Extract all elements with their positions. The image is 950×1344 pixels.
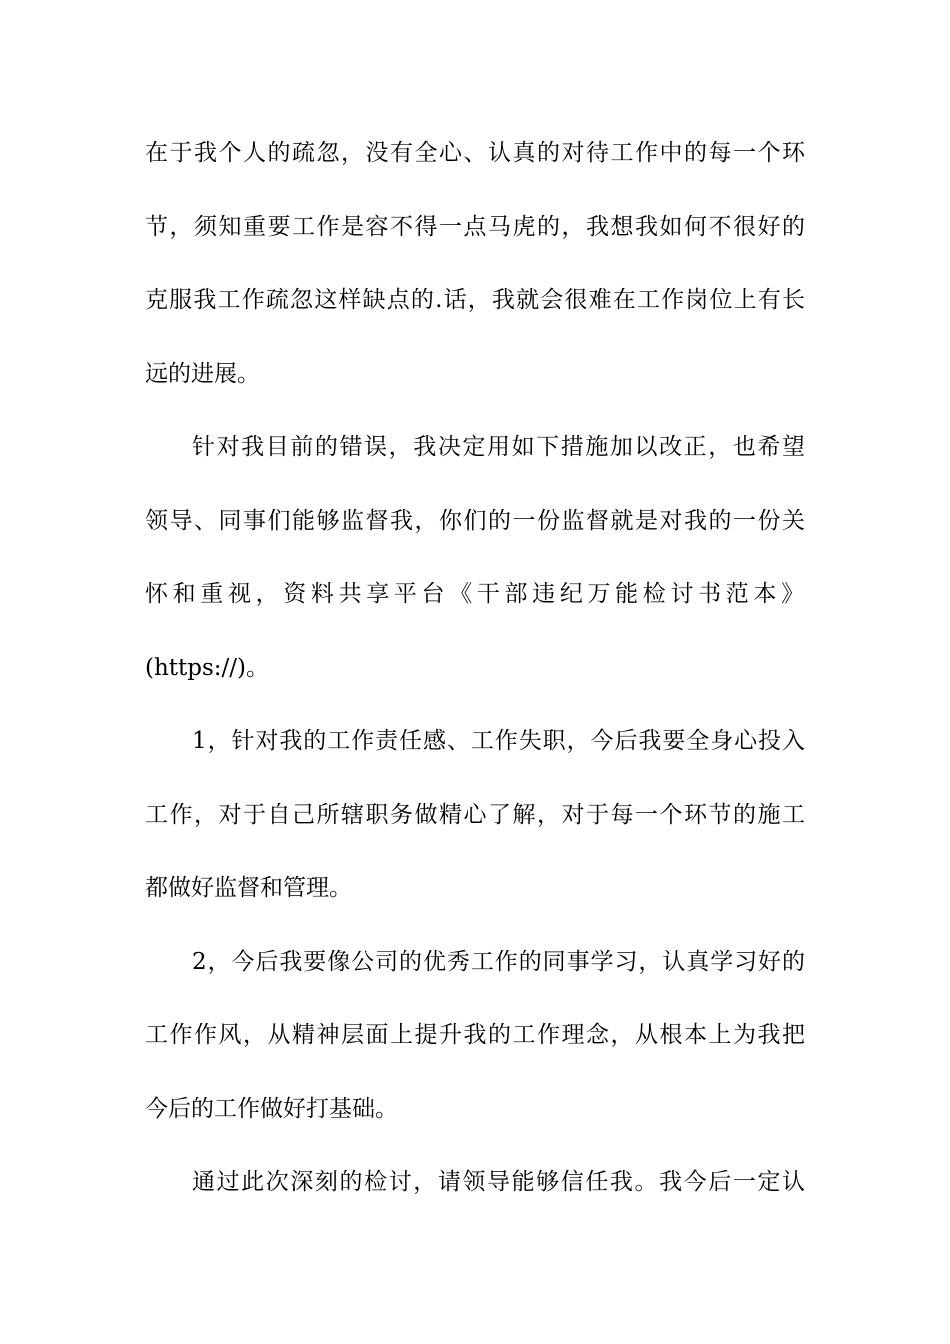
text-line: 今后的工作做好打基础。 <box>145 1095 398 1122</box>
text-line: 1，针对我的工作责任感、工作失职，今后我要全身心投入 <box>192 728 805 754</box>
text-line: 工作，对于自己所辖职务做精心了解，对于每一个环节的施工 <box>145 801 805 828</box>
text-line: 领导、同事们能够监督我，你们的一份监督就是对我的一份关 <box>145 507 805 534</box>
text-line: (https://)。 <box>145 654 270 681</box>
document-body <box>145 130 805 1233</box>
text-line: 工作作风，从精神层面上提升我的工作理念，从根本上为我把 <box>145 1022 805 1048</box>
text-line: 远的进展。 <box>145 360 260 387</box>
text-line: 2，今后我要像公司的优秀工作的同事学习，认真学习好的 <box>192 948 805 975</box>
text-line: 节，须知重要工作是容不得一点马虎的，我想我如何不很好的 <box>145 213 805 240</box>
text-line: 针对我目前的错误，我决定用如下措施加以改正，也希望 <box>192 434 805 460</box>
text-line: 怀和重视，资料共享平台《干部违纪万能检讨书范本》 <box>145 581 805 607</box>
text-line: 克服我工作疏忽这样缺点的.话，我就会很难在工作岗位上有长 <box>145 287 805 313</box>
text-line: 在于我个人的疏忽，没有全心、认真的对待工作中的每一个环 <box>145 140 805 166</box>
text-line: 都做好监督和管理。 <box>145 875 352 901</box>
text-line: 通过此次深刻的检讨，请领导能够信任我。我今后一定认 <box>192 1169 805 1195</box>
